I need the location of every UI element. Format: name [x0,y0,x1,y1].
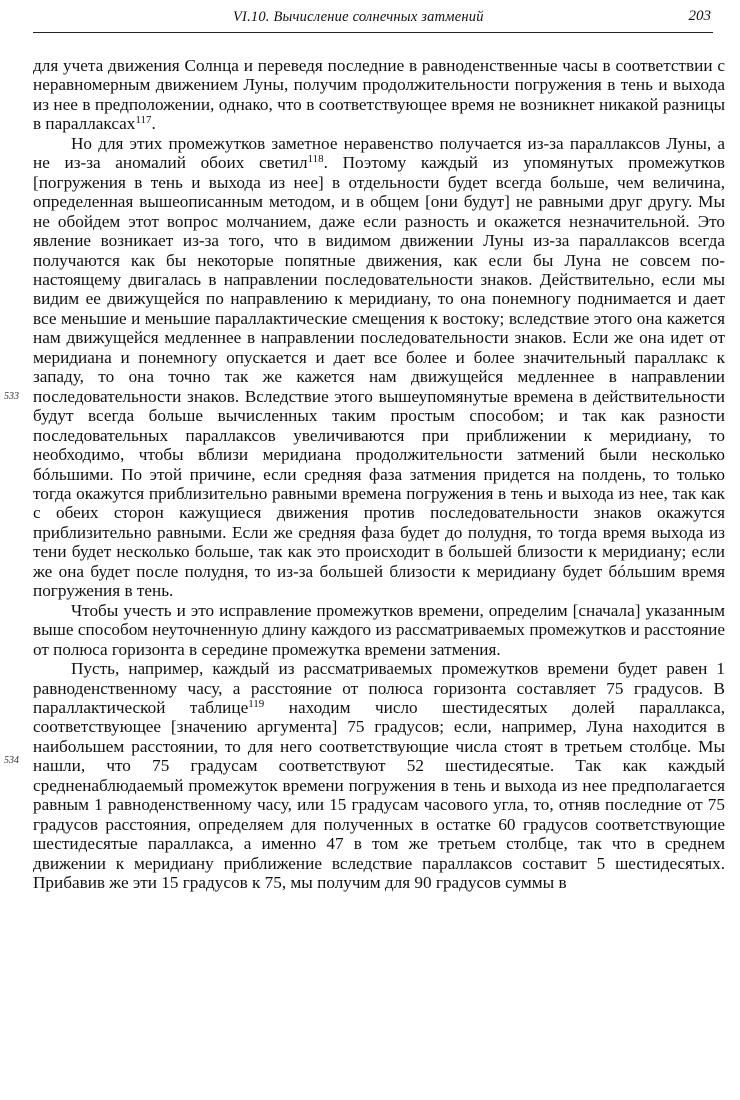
footnote-ref: 118 [307,153,324,166]
paragraph: Пусть, например, каждый из рассматриваемых промежутков времени будет равен 1 равноденственному часу, а расстояние от полюса горизонта составляет 75 градусов. В параллактической таблице$^{119}$ находим число шестидесятых долей параллакса, соответствующее [значению аргумента] 75 градусов; если, например, Луна находится в наибольшем расстоянии, то для него соответствующие числа стоят в третьем столбце. Мы нашли, что 75 градусам соответствуют 52 шестидесятые. Так как каждый средненаблюдаемый промежуток времени погружения в тень и выхода из нее предполагается равным 1 равноденственному часу, или 15 градусам часового угла, то, отняв последние от 75 градусов расстояния, определяем для полученных в остатке 60 градусов соответствующие шестидесятые параллакса, а именно 47 в том же третьем столбце, так что в среднем движении к меридиану приближение вследствие параллаксов составит 5 шестидесятых. Прибавив же эти 15 градусов к 75, мы получим для 90 градусов суммы в [33,659,725,893]
paragraph: Но для этих промежутков заметное неравенство получается из-за параллаксов Луны, а не из-за аномалий обоих светил$^{118}$. Поэтому каждый из упомянутых промежутков [погружения в тень и выхода из нее] в отдельности будет всегда больше, чем величина, определенная вышеописанным методом, и в общем [они будут] не равными друг другу. Мы не обойдем этот вопрос молчанием, даже если разность и окажется незначительной. Это явление возникает из-за того, что в видимом движении Луны из-за параллаксов всегда получаются как бы некоторые попятные движения, как если бы Луна не совсем по-настоящему двигалась в направлении последовательности знаков. Действительно, если мы видим ее движущейся по направлению к меридиану, то она понемногу поднимается и дает все меньшие и меньшие параллактические смещения к востоку; вследствие этого она кажется нам движущейся медленнее в направлении последовательности знаков. Если же она идет от меридиана и понемногу опускается и дает все более и более значительный параллакс к западу, то она точно так же кажется нам движущейся медленнее в направлении последовательности знаков. Вследствие этого вышеупомянутые времена в действительности будут всегда больше вычисленных таким простым способом; и так как разности последовательных параллаксов увеличиваются при приближении к меридиану, то необходимо, чтобы вблизи меридиана продолжительности затмений были несколько бóльшими. По этой причине, если средняя фаза затмения придется на полдень, то только тогда окажутся приблизительно равными времена погружения в тень и выхода из нее, так как с обеих сторон кажущиеся движения против последовательности знаков окажутся приблизительно равными. Если же средняя фаза будет до полудня, то тогда время выхода из тени будет несколько больше, так как это происходит в большей близости к меридиану; если же она будет после полудня, то из-за большей близости к меридиану будет бóльшим время погружения в тень. [33,133,726,601]
paragraph: для учета движения Солнца и переведя последние в равноденственные часы в соответствии с неравномерным движением Луны, получим продолжительности погружения в тень и выхода из нее в предположении, однако, что в соответствующее время не возникнет никакой разницы в параллаксах$^{117}$. [33,56,725,134]
running-head: VI.10. Вычисление солнечных затмений [233,9,484,25]
body-text [33,56,725,892]
page-header [33,4,713,33]
margin-number: 533 [4,391,19,402]
margin-number: 534 [4,755,19,766]
footnote-ref: 117 [135,114,152,127]
paragraph: Чтобы учесть и это исправление промежутков времени, определим [сначала] указанным выше способом неуточненную длину каждого из рассматриваемых промежутков и расстояние от полюса горизонта в середине промежутка времени затмения. [33,600,725,659]
page-number: 203 [688,8,711,24]
footnote-ref: 119 [248,697,265,710]
